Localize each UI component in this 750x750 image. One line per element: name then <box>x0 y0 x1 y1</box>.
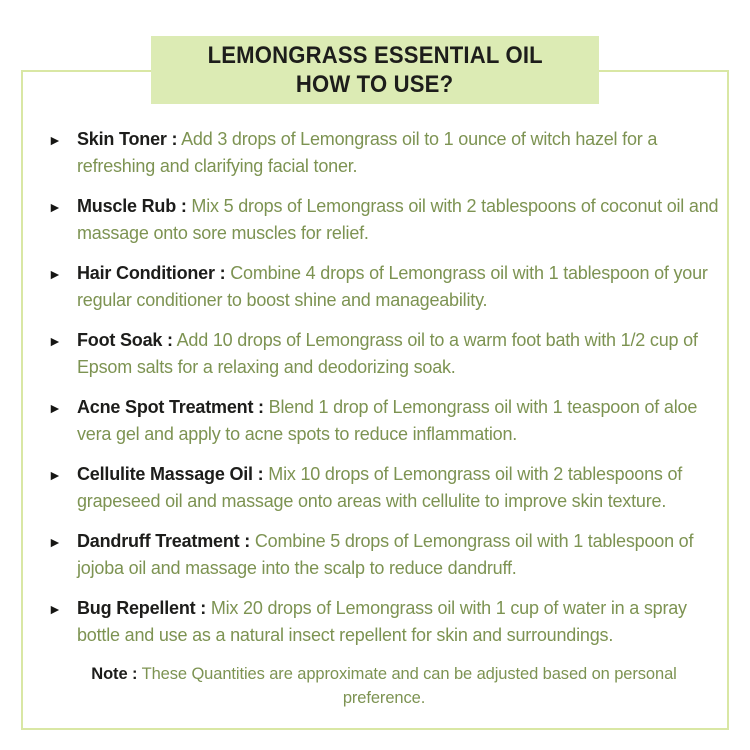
header-box <box>151 36 599 104</box>
item-description: Mix 10 drops of Lemongrass oil with 2 tablespoons of grapeseed oil and massage onto areas with cellulite to improve skin texture. <box>77 464 683 511</box>
arrow-bullet-icon: ► <box>48 333 62 349</box>
item-label: Hair Conditioner : <box>77 263 226 283</box>
list-item-foot-soak <box>48 327 720 381</box>
item-label: Cellulite Massage Oil : <box>77 464 264 484</box>
item-description: Mix 5 drops of Lemongrass oil with 2 tablespoons of coconut oil and massage onto sore muscles for relief. <box>77 196 719 243</box>
arrow-bullet-icon: ► <box>48 400 62 416</box>
list-item-muscle-rub <box>48 193 720 247</box>
usage-list <box>48 126 720 710</box>
arrow-bullet-icon: ► <box>48 132 62 148</box>
item-label: Skin Toner : <box>77 129 178 149</box>
page-title-line-2: HOW TO USE? <box>296 71 454 98</box>
item-label: Dandruff Treatment : <box>77 531 251 551</box>
list-item-acne-spot-treatment <box>48 394 720 448</box>
item-description: Add 10 drops of Lemongrass oil to a warm foot bath with 1/2 cup of Epsom salts for a relaxing and deodorizing soak. <box>77 330 698 377</box>
list-item-text <box>77 461 720 515</box>
item-label: Foot Soak : <box>77 330 173 350</box>
list-item-hair-conditioner <box>48 260 720 314</box>
note <box>89 662 679 710</box>
list-item-skin-toner <box>48 126 720 180</box>
item-description: Combine 4 drops of Lemongrass oil with 1 tablespoon of your regular conditioner to boost shine and manageability. <box>77 263 708 310</box>
note-text: These Quantities are approximate and can be adjusted based on personal preference. <box>141 665 677 707</box>
item-description: Blend 1 drop of Lemongrass oil with 1 teaspoon of aloe vera gel and apply to acne spots to reduce inflammation. <box>77 397 698 444</box>
item-description: Add 3 drops of Lemongrass oil to 1 ounce of witch hazel for a refreshing and clarifying facial toner. <box>77 129 658 176</box>
page-title-line-1: LEMONGRASS ESSENTIAL OIL <box>207 42 543 69</box>
list-item-text <box>77 260 720 314</box>
arrow-bullet-icon: ► <box>48 534 62 550</box>
arrow-bullet-icon: ► <box>48 199 62 215</box>
list-item-text <box>77 528 720 582</box>
list-item-bug-repellent <box>48 595 720 649</box>
list-item-text <box>77 595 720 649</box>
list-item-text <box>77 126 720 180</box>
list-item-text <box>77 193 720 247</box>
item-label: Muscle Rub : <box>77 196 187 216</box>
list-item-cellulite-massage-oil <box>48 461 720 515</box>
arrow-bullet-icon: ► <box>48 601 62 617</box>
item-description: Combine 5 drops of Lemongrass oil with 1 tablespoon of jojoba oil and massage into the scalp to reduce dandruff. <box>77 531 694 578</box>
item-description: Mix 20 drops of Lemongrass oil with 1 cup of water in a spray bottle and use as a natural insect repellent for skin and surroundings. <box>77 598 687 645</box>
note-label: Note : <box>91 665 138 683</box>
item-label: Acne Spot Treatment : <box>77 397 264 417</box>
arrow-bullet-icon: ► <box>48 266 62 282</box>
arrow-bullet-icon: ► <box>48 467 62 483</box>
list-item-text <box>77 327 720 381</box>
item-label: Bug Repellent : <box>77 598 207 618</box>
list-item-text <box>77 394 720 448</box>
list-item-dandruff-treatment <box>48 528 720 582</box>
